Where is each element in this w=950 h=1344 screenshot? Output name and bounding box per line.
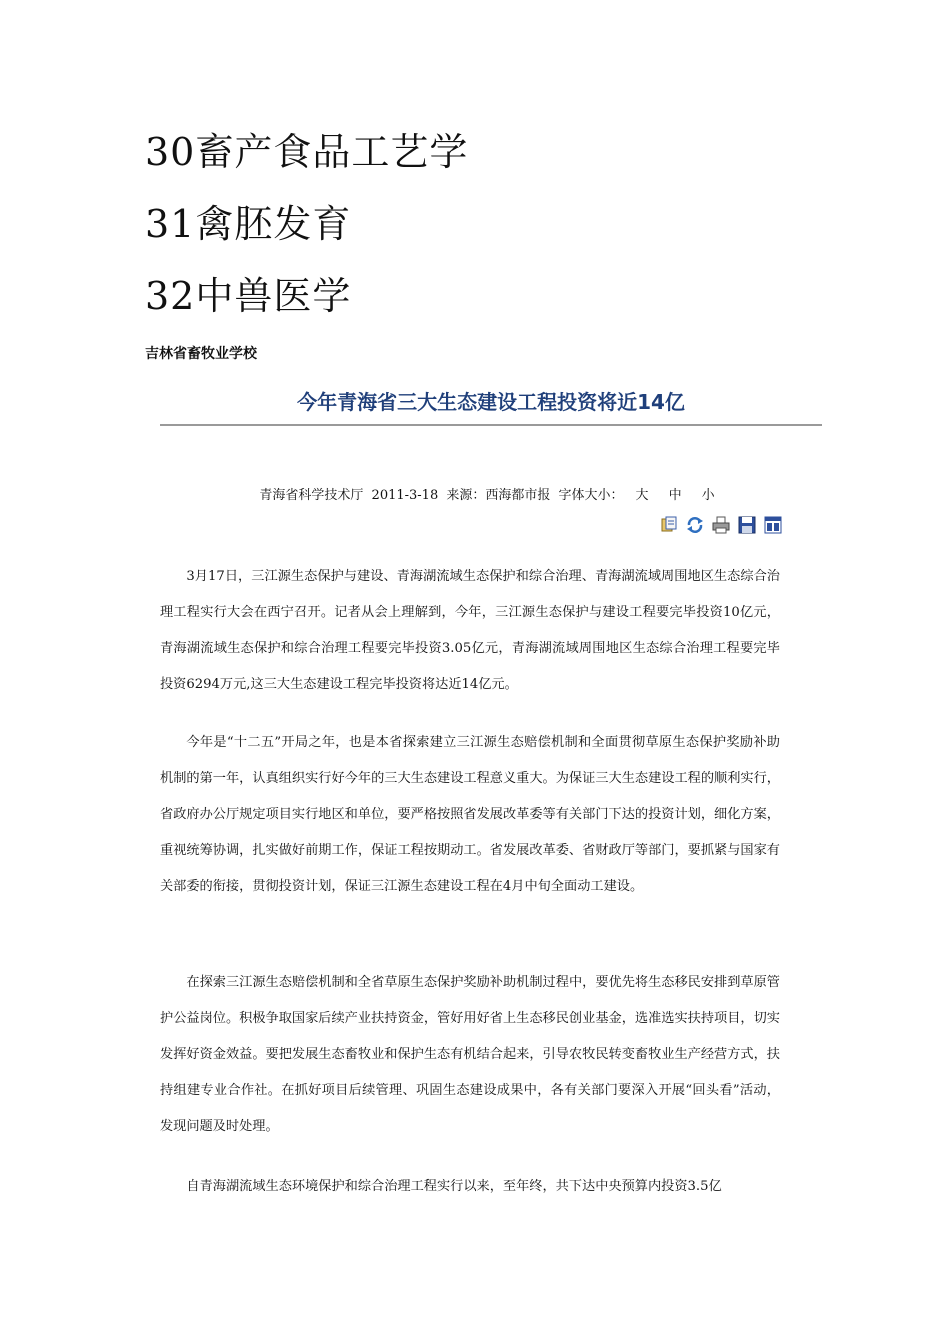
article-toolbar [660, 516, 782, 534]
school-name: 吉林省畜牧业学校 [145, 346, 257, 362]
list-item-31: 31禽胚发育 [145, 202, 352, 246]
list-item-30: 30畜产食品工艺学 [145, 130, 469, 174]
publish-date: 2011-3-18 [371, 488, 439, 503]
article-paragraph: 自青海湖流域生态环境保护和综合治理工程实行以来，至年终，共下达中央预算内投资3.5亿 [186, 1179, 722, 1195]
source-org: 青海省科学技术厅 [259, 488, 364, 503]
copy-icon[interactable] [660, 516, 678, 534]
article-paragraph: 3月17日，三江源生态保护与建设、青海湖流域生态保护和综合治理、青海湖流域周围地区生态综合治理工程实行大会在西宁召开。记者从会上理解到，今年，三江源生态保护与建设工程要完毕投资10亿元，青海湖流域生态保护和综合治理工程要完毕投资3.05亿元，青海湖流域周围地区生态综合治理工程要完毕投资6294万元,这三大生态建设工程完毕投资将达近14亿元。 [160, 569, 780, 693]
font-size-large-link[interactable]: 大 [635, 488, 649, 503]
close-window-icon[interactable] [764, 516, 782, 534]
save-icon[interactable] [738, 516, 756, 534]
font-size-label: 字体大小： [558, 488, 624, 503]
font-size-medium-link[interactable]: 中 [668, 488, 682, 503]
article-meta [160, 484, 822, 503]
article-title: 今年青海省三大生态建设工程投资将近14亿 [297, 390, 685, 414]
refresh-icon[interactable] [686, 516, 704, 534]
article-paragraph: 今年是“十二五”开局之年，也是本省探索建立三江源生态赔偿机制和全面贯彻草原生态保护奖励补助机制的第一年，认真组织实行好今年的三大生态建设工程意义重大。为保证三大生态建设工程的顺利实行，省政府办公厅规定项目实行地区和单位，要严格按照省发展改革委等有关部门下达的投资计划，细化方案，重视统筹协调，扎实做好前期工作，保证工程按期动工。省发展改革委、省财政厅等部门，要抓紧与国家有关部委的衔接，贯彻投资计划，保证三江源生态建设工程在4月中旬全面动工建设。 [160, 735, 780, 895]
font-size-small-link[interactable]: 小 [701, 488, 715, 503]
print-icon[interactable] [712, 516, 730, 534]
title-divider [160, 424, 822, 426]
article-paragraph: 在探索三江源生态赔偿机制和全省草原生态保护奖励补助机制过程中，要优先将生态移民安排到草原管护公益岗位。积极争取国家后续产业扶持资金，管好用好省上生态移民创业基金，选准选实扶持项目，切实发挥好资金效益。要把发展生态畜牧业和保护生态有机结合起来，引导农牧民转变畜牧业生产经营方式，扶持组建专业合作社。在抓好项目后续管理、巩固生态建设成果中，各有关部门要深入开展“回头看”活动，发现问题及时处理。 [160, 975, 780, 1135]
list-item-32: 32中兽医学 [145, 274, 352, 318]
source-label: 来源：西海都市报 [446, 488, 551, 503]
